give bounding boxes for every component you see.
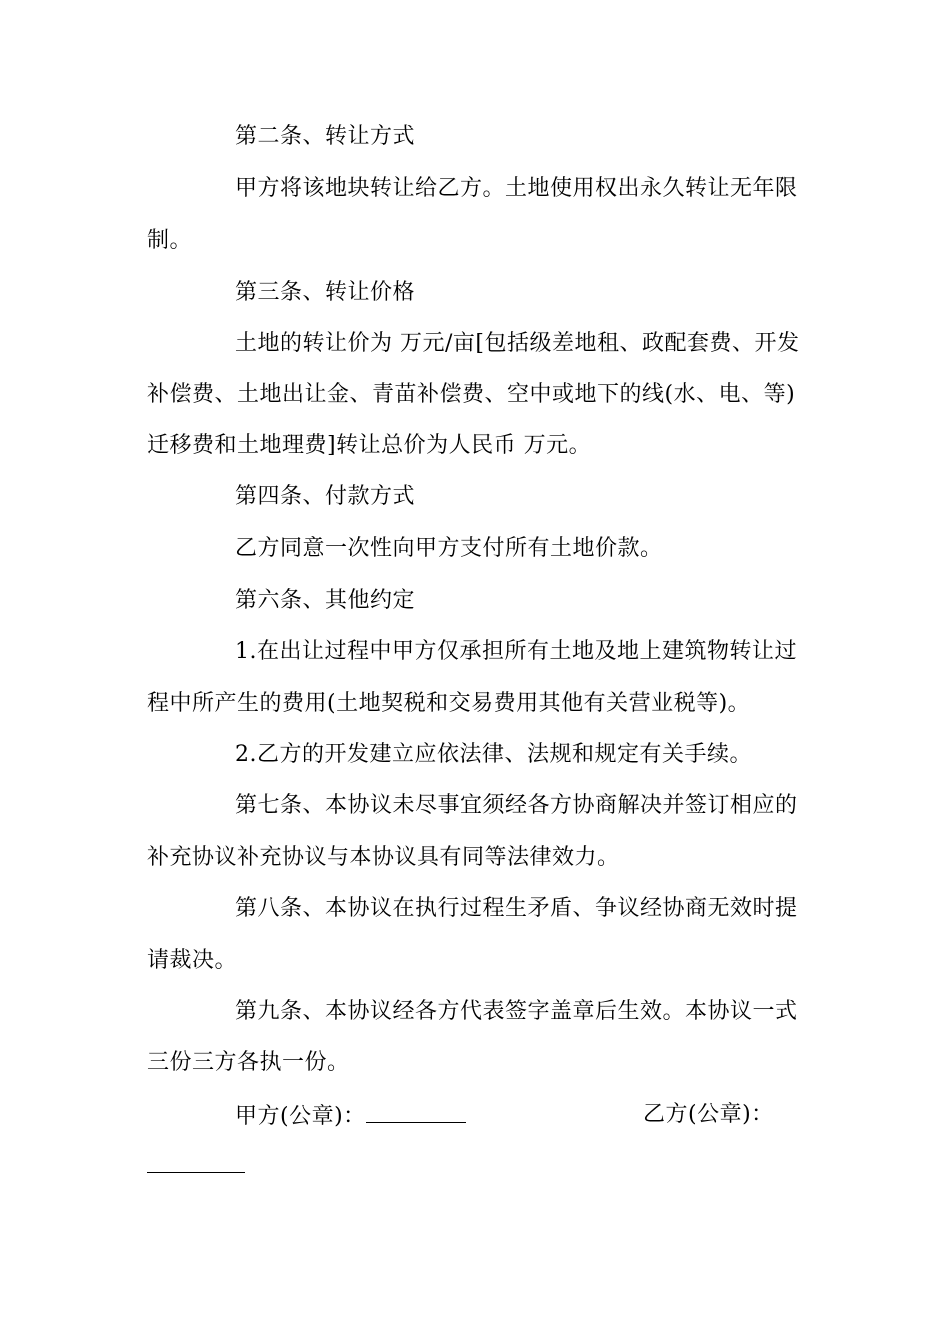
party-a-signature-line — [235, 1100, 466, 1132]
paragraph-line: 程中所产生的费用(土地契税和交易费用其他有关营业税等)。 — [147, 691, 751, 716]
paragraph-line: 补充协议补充协议与本协议具有同等法律效力。 — [147, 845, 620, 870]
article-7-paragraph: 第七条、本协议未尽事宜须经各方协商解决并签订相应的 — [235, 793, 798, 818]
party-a-label: 甲方(公章)： — [235, 1104, 366, 1129]
paragraph-line: 2.乙方的开发建立应依法律、法规和规定有关手续。 — [235, 742, 752, 767]
paragraph-line: 土地的转让价为 万元/亩[包括级差地租、政配套费、开发 — [235, 331, 800, 356]
article-3-heading: 第三条、转让价格 — [235, 280, 416, 305]
paragraph-line: 乙方同意一次性向甲方支付所有土地价款。 — [235, 536, 663, 561]
paragraph-line: 补偿费、土地出让金、青苗补偿费、空中或地下的线(水、电、等) — [147, 382, 796, 407]
article-6-heading: 第六条、其他约定 — [235, 588, 416, 613]
article-8-paragraph: 第八条、本协议在执行过程生矛盾、争议经协商无效时提 — [235, 896, 798, 921]
paragraph-line: 请裁决。 — [147, 948, 238, 973]
paragraph-line: 迁移费和土地理费]转让总价为人民币 万元。 — [147, 433, 592, 458]
paragraph-line: 1.在出让过程中甲方仅承担所有土地及地上建筑物转让过 — [235, 639, 797, 664]
paragraph-line: 制。 — [147, 228, 193, 253]
party-b-label: 乙方(公章)： — [643, 1102, 774, 1127]
party-b-blank — [147, 1172, 245, 1173]
paragraph-line: 三份三方各执一份。 — [147, 1050, 350, 1075]
party-a-blank — [366, 1100, 466, 1123]
article-9-paragraph: 第九条、本协议经各方代表签字盖章后生效。本协议一式 — [235, 999, 798, 1024]
paragraph-line: 甲方将该地块转让给乙方。土地使用权出永久转让无年限 — [235, 176, 798, 201]
article-4-heading: 第四条、付款方式 — [235, 484, 416, 509]
article-2-heading: 第二条、转让方式 — [235, 124, 416, 149]
